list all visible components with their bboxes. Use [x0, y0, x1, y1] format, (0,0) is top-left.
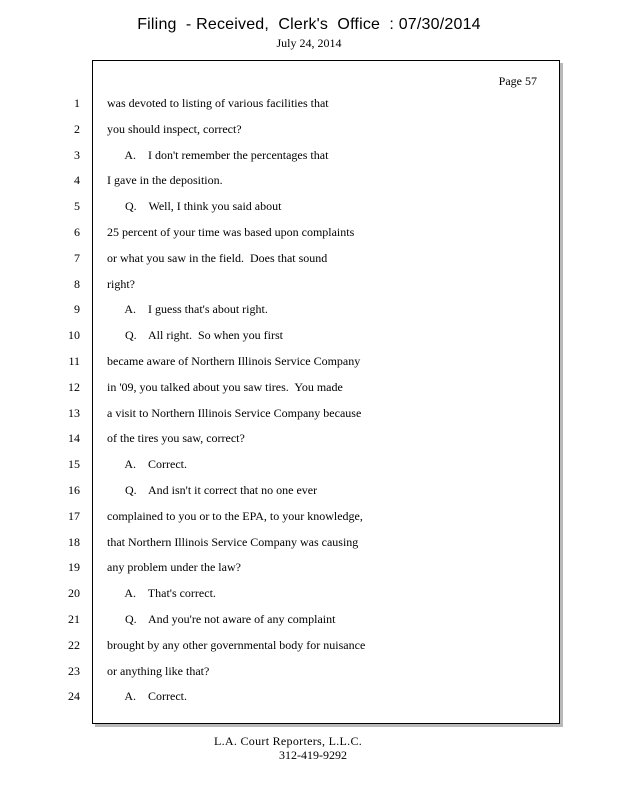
transcript-line: 25 percent of your time was based upon complaints: [107, 225, 355, 239]
line-number: 5: [74, 199, 80, 213]
line-number: 3: [74, 148, 80, 162]
line-number: 12: [68, 380, 80, 394]
transcript-line: in '09, you talked about you saw tires. You made: [107, 380, 343, 394]
transcript-line: or anything like that?: [107, 664, 210, 678]
transcript-line: Q. All right. So when you first: [107, 328, 283, 342]
transcript-line: A. That's correct.: [107, 586, 216, 600]
line-number: 21: [68, 612, 80, 626]
line-number: 6: [74, 225, 80, 239]
transcript-line: right?: [107, 277, 135, 291]
line-number: 15: [68, 457, 80, 471]
line-number: 4: [74, 173, 80, 187]
transcript-line: that Northern Illinois Service Company was causing: [107, 535, 359, 549]
footer-phone: 312-419-9292: [279, 748, 347, 762]
transcript-line: A. I don't remember the percentages that: [107, 148, 329, 162]
line-number: 2: [74, 122, 80, 136]
line-number: 24: [68, 689, 80, 703]
line-number: 11: [68, 354, 80, 368]
transcript-line: I gave in the deposition.: [107, 173, 223, 187]
transcript-line: Q. Well, I think you said about: [107, 199, 282, 213]
line-number: 10: [68, 328, 80, 342]
line-number: 20: [68, 586, 80, 600]
transcript-line: or what you saw in the field. Does that sound: [107, 251, 328, 265]
transcript-line: Q. And you're not aware of any complaint: [107, 612, 336, 626]
filing-stamp: Filing - Received, Clerk's Office : 07/30/2014: [137, 16, 481, 33]
transcript-line: you should inspect, correct?: [107, 122, 242, 136]
line-number: 23: [68, 664, 80, 678]
transcript-line: Q. And isn't it correct that no one ever: [107, 483, 318, 497]
line-number: 13: [68, 406, 80, 420]
transcript-line: a visit to Northern Illinois Service Company because: [107, 406, 362, 420]
line-number: 9: [74, 302, 80, 316]
transcript-line: complained to you or to the EPA, to your knowledge,: [107, 509, 363, 523]
transcript-line: A. Correct.: [107, 457, 187, 471]
transcript-line: any problem under the law?: [107, 560, 241, 574]
line-number: 1: [74, 96, 80, 110]
line-number: 8: [74, 277, 80, 291]
transcript-line: of the tires you saw, correct?: [107, 431, 245, 445]
line-number: 14: [68, 431, 80, 445]
transcript-line: brought by any other governmental body for nuisance: [107, 638, 366, 652]
transcript-line: became aware of Northern Illinois Service Company: [107, 354, 361, 368]
transcript-line: was devoted to listing of various facilities that: [107, 96, 329, 110]
transcript-line: A. I guess that's about right.: [107, 302, 268, 316]
transcript-line: A. Correct.: [107, 689, 187, 703]
line-number: 17: [68, 509, 80, 523]
transcript-date: July 24, 2014: [276, 36, 342, 50]
line-number: 7: [74, 251, 80, 265]
line-number: 18: [68, 535, 80, 549]
line-number: 22: [68, 638, 80, 652]
line-number: 16: [68, 483, 80, 497]
footer-company: L.A. Court Reporters, L.L.C.: [214, 734, 363, 748]
page-number: Page 57: [498, 74, 537, 88]
line-number: 19: [68, 560, 80, 574]
